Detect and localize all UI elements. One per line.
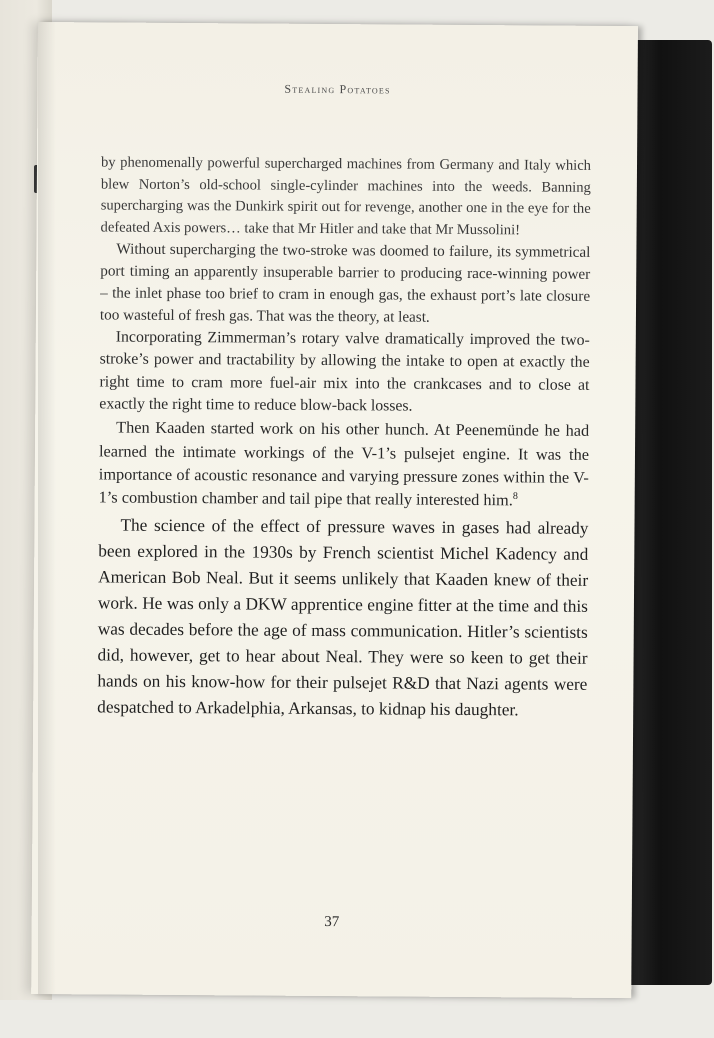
paragraph-1: by phenomenally powerful supercharged machines from Germany and Italy which blew Norton’s old-school single-cylinder machines into the weeds. Banning supercharging was the Dunkirk spirit out for revenge, another one in the eye for the defeated Axis powers… take that Mr Hitler and take that Mr Mussolini! <box>100 154 592 238</box>
book-back-cover <box>626 40 712 985</box>
book-page <box>31 22 638 998</box>
page-text <box>97 152 591 723</box>
paragraph-3: Incorporating Zimmerman’s rotary valve dramatically improved the two-stroke’s power and tractability by allowing the intake to open at exactly the right time to cram more fuel-air mix into the crankcases and to close at exactly the right time to reduce blow-back losses. <box>99 328 590 415</box>
paragraph-4-text: Then Kaaden started work on his other hunch. At Peenemünde he had learned the intimate workings of the V-1’s pulsejet engine. It was the importance of acoustic resonance and varying pressure zones within the V-1’s combustion chamber and tail pipe that really interested him. <box>98 417 590 510</box>
footnote-ref: 8 <box>512 491 518 503</box>
running-head: Stealing Potatoes <box>284 81 391 97</box>
page-number: 37 <box>324 914 340 931</box>
paragraph-5: The science of the effect of pressure waves in gases had already been explored in the 1930s by French scientist Michel Kadency and American Bob Neal. But it seems unlikely that Kaaden knew of their work. He was only a DKW apprentice engine fitter at the time and this was decades before the age of mass communication. Hitler’s scientists did, however, get to hear about Neal. They were so keen to get their hands on his know-how for their pulsejet R&D that Nazi agents were despatched to Arkadelphia, Arkansas, to kidnap his daughter. <box>97 515 589 720</box>
paragraph-4 <box>99 416 590 513</box>
paragraph-2: Without supercharging the two-stroke was doomed to failure, its symmetrical port timing an apparently insuperable barrier to producing race-winning power – the inlet phase too brief to cram in enough gas, the exhaust port’s late closure too wasteful of fresh gas. That was the theory, at least. <box>99 240 591 326</box>
